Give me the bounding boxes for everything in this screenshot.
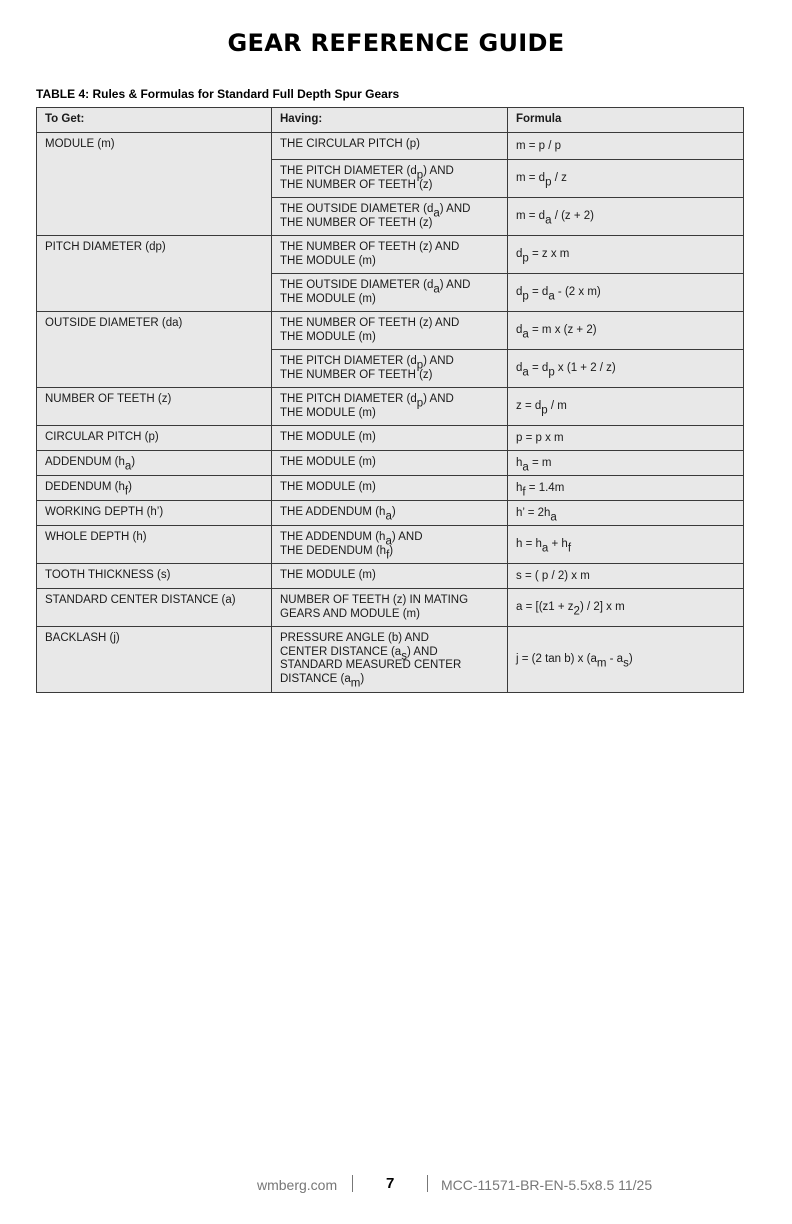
subscript: f — [522, 486, 526, 499]
table-row — [37, 451, 744, 476]
cell-having: THE NUMBER OF TEETH (z) AND THE MODULE (m) — [272, 236, 508, 274]
cell-to-get: WHOLE DEPTH (h) — [37, 526, 272, 564]
document-code: MCC-11571-BR-EN-5.5x8.5 11/25 — [441, 1177, 653, 1193]
cell-to-get: NUMBER OF TEETH (z) — [37, 388, 272, 426]
cell-having: THE NUMBER OF TEETH (z) AND THE MODULE (m) — [272, 312, 508, 350]
cell-having: THE OUTSIDE DIAMETER $(d_a)$ AND THE MODULE (m) — [272, 274, 508, 312]
subscript: a — [433, 207, 440, 220]
cell-to-get: TOOTH THICKNESS (s) — [37, 564, 272, 589]
subscript: f — [567, 542, 572, 555]
cell-having: THE PITCH DIAMETER $(d_p)$ AND THE NUMBER OF TEETH (z) — [272, 350, 508, 388]
table-row — [37, 526, 744, 564]
subscript: p — [522, 290, 529, 303]
cell-formula: m = p / p — [508, 133, 744, 160]
cell-formula: $h_f = 1.4m$ — [508, 476, 744, 501]
table-caption: TABLE 4: Rules & Formulas for Standard Full Depth Spur Gears — [36, 87, 400, 101]
table-header-row — [37, 108, 744, 133]
cell-to-get: STANDARD CENTER DISTANCE (a) — [37, 589, 272, 627]
subscript: p — [545, 176, 552, 189]
table-row — [37, 476, 744, 501]
cell-to-get: PITCH DIAMETER (dp) — [37, 236, 272, 312]
cell-formula: $d_a = m$ x (z + 2) — [508, 312, 744, 350]
subscript: p — [522, 252, 529, 265]
footer-divider — [352, 1175, 353, 1192]
header-to-get: To Get: — [37, 108, 272, 133]
cell-formula: h’ = $2h_a$ — [508, 501, 744, 526]
page-title: GEAR REFERENCE GUIDE — [227, 29, 565, 57]
cell-having: THE MODULE (m) — [272, 564, 508, 589]
subscript: a — [433, 283, 440, 296]
subscript: a — [522, 366, 529, 379]
table-row — [37, 426, 744, 451]
table-row — [37, 236, 744, 274]
cell-having: NUMBER OF TEETH (z) IN MATING GEARS AND MODULE (m) — [272, 589, 508, 627]
table-row — [37, 564, 744, 589]
cell-formula: $h_a = m$ — [508, 451, 744, 476]
header-having: Having: — [272, 108, 508, 133]
table-row — [37, 312, 744, 350]
subscript: m — [350, 677, 361, 690]
cell-formula: $h = h_a + h_f$ — [508, 526, 744, 564]
cell-formula: $m = d_p / z$ — [508, 160, 744, 198]
subscript: 2 — [573, 605, 580, 618]
table-row — [37, 133, 744, 160]
page-number: 7 — [386, 1175, 395, 1192]
cell-formula: j = (2 tan b) x $(a_m - a_s)$ — [508, 627, 744, 693]
cell-to-get: WORKING DEPTH (h’) — [37, 501, 272, 526]
table-row — [37, 589, 744, 627]
subscript: a — [385, 535, 392, 548]
cell-having: THE OUTSIDE DIAMETER $(d_a)$ AND THE NUMBER OF TEETH (z) — [272, 198, 508, 236]
subscript: a — [545, 214, 552, 227]
subscript: a — [541, 542, 549, 555]
subscript: s — [623, 657, 629, 670]
cell-formula: $z = d_p / m$ — [508, 388, 744, 426]
subscript: s — [401, 650, 407, 663]
subscript: a — [124, 460, 132, 473]
subscript: f — [124, 485, 129, 498]
cell-having: THE MODULE (m) — [272, 451, 508, 476]
cell-to-get: OUTSIDE DIAMETER (da) — [37, 312, 272, 388]
cell-formula: $a = [(z1 + z_2) / 2]$ x m — [508, 589, 744, 627]
formula-table — [36, 107, 744, 693]
subscript: m — [596, 657, 607, 670]
cell-to-get: MODULE (m) — [37, 133, 272, 236]
subscript: a — [385, 510, 392, 523]
subscript: a — [548, 290, 555, 303]
cell-having: THE CIRCULAR PITCH (p) — [272, 133, 508, 160]
cell-having: THE ADDENDUM $(h_a)$ AND THE DEDENDUM $(h_f)$ — [272, 526, 508, 564]
cell-to-get: DEDENDUM $(h_f)$ — [37, 476, 272, 501]
table-row — [37, 627, 744, 693]
cell-formula: $d_a = d_p$ x (1 + 2 / z) — [508, 350, 744, 388]
table-body — [37, 133, 744, 693]
subscript: f — [386, 549, 390, 562]
cell-formula: $d_p = z$ x m — [508, 236, 744, 274]
cell-having: THE MODULE (m) — [272, 426, 508, 451]
cell-to-get: ADDENDUM $(h_a)$ — [37, 451, 272, 476]
cell-to-get: CIRCULAR PITCH (p) — [37, 426, 272, 451]
subscript: a — [522, 328, 529, 341]
table-row — [37, 388, 744, 426]
cell-formula: $m = d_a / (z + 2)$ — [508, 198, 744, 236]
cell-having: THE MODULE (m) — [272, 476, 508, 501]
cell-to-get: BACKLASH (j) — [37, 627, 272, 693]
header-formula: Formula — [508, 108, 744, 133]
cell-having: THE PITCH DIAMETER $(d_p)$ AND THE NUMBER OF TEETH (z) — [272, 160, 508, 198]
footer-divider — [427, 1175, 428, 1192]
cell-having: THE ADDENDUM $(h_a)$ — [272, 501, 508, 526]
table-row — [37, 501, 744, 526]
subscript: p — [416, 397, 424, 410]
cell-formula: s = ( p / 2) x m — [508, 564, 744, 589]
cell-formula: $d_p = d_a - (2$ x m) — [508, 274, 744, 312]
cell-formula: p = p x m — [508, 426, 744, 451]
subscript: p — [548, 366, 555, 379]
footer-website: wmberg.com — [257, 1177, 338, 1193]
page-footer — [0, 1175, 792, 1195]
subscript: a — [550, 511, 557, 524]
subscript: p — [541, 404, 548, 417]
cell-having: THE PITCH DIAMETER $(d_p)$ AND THE MODULE (m) — [272, 388, 508, 426]
cell-having: PRESSURE ANGLE (b) AND CENTER DISTANCE $(a_s)$ AND STANDARD MEASURED CENTER DISTANCE $(a_m)$ — [272, 627, 508, 693]
subscript: p — [416, 169, 424, 182]
subscript: a — [522, 461, 529, 474]
subscript: p — [416, 359, 424, 372]
